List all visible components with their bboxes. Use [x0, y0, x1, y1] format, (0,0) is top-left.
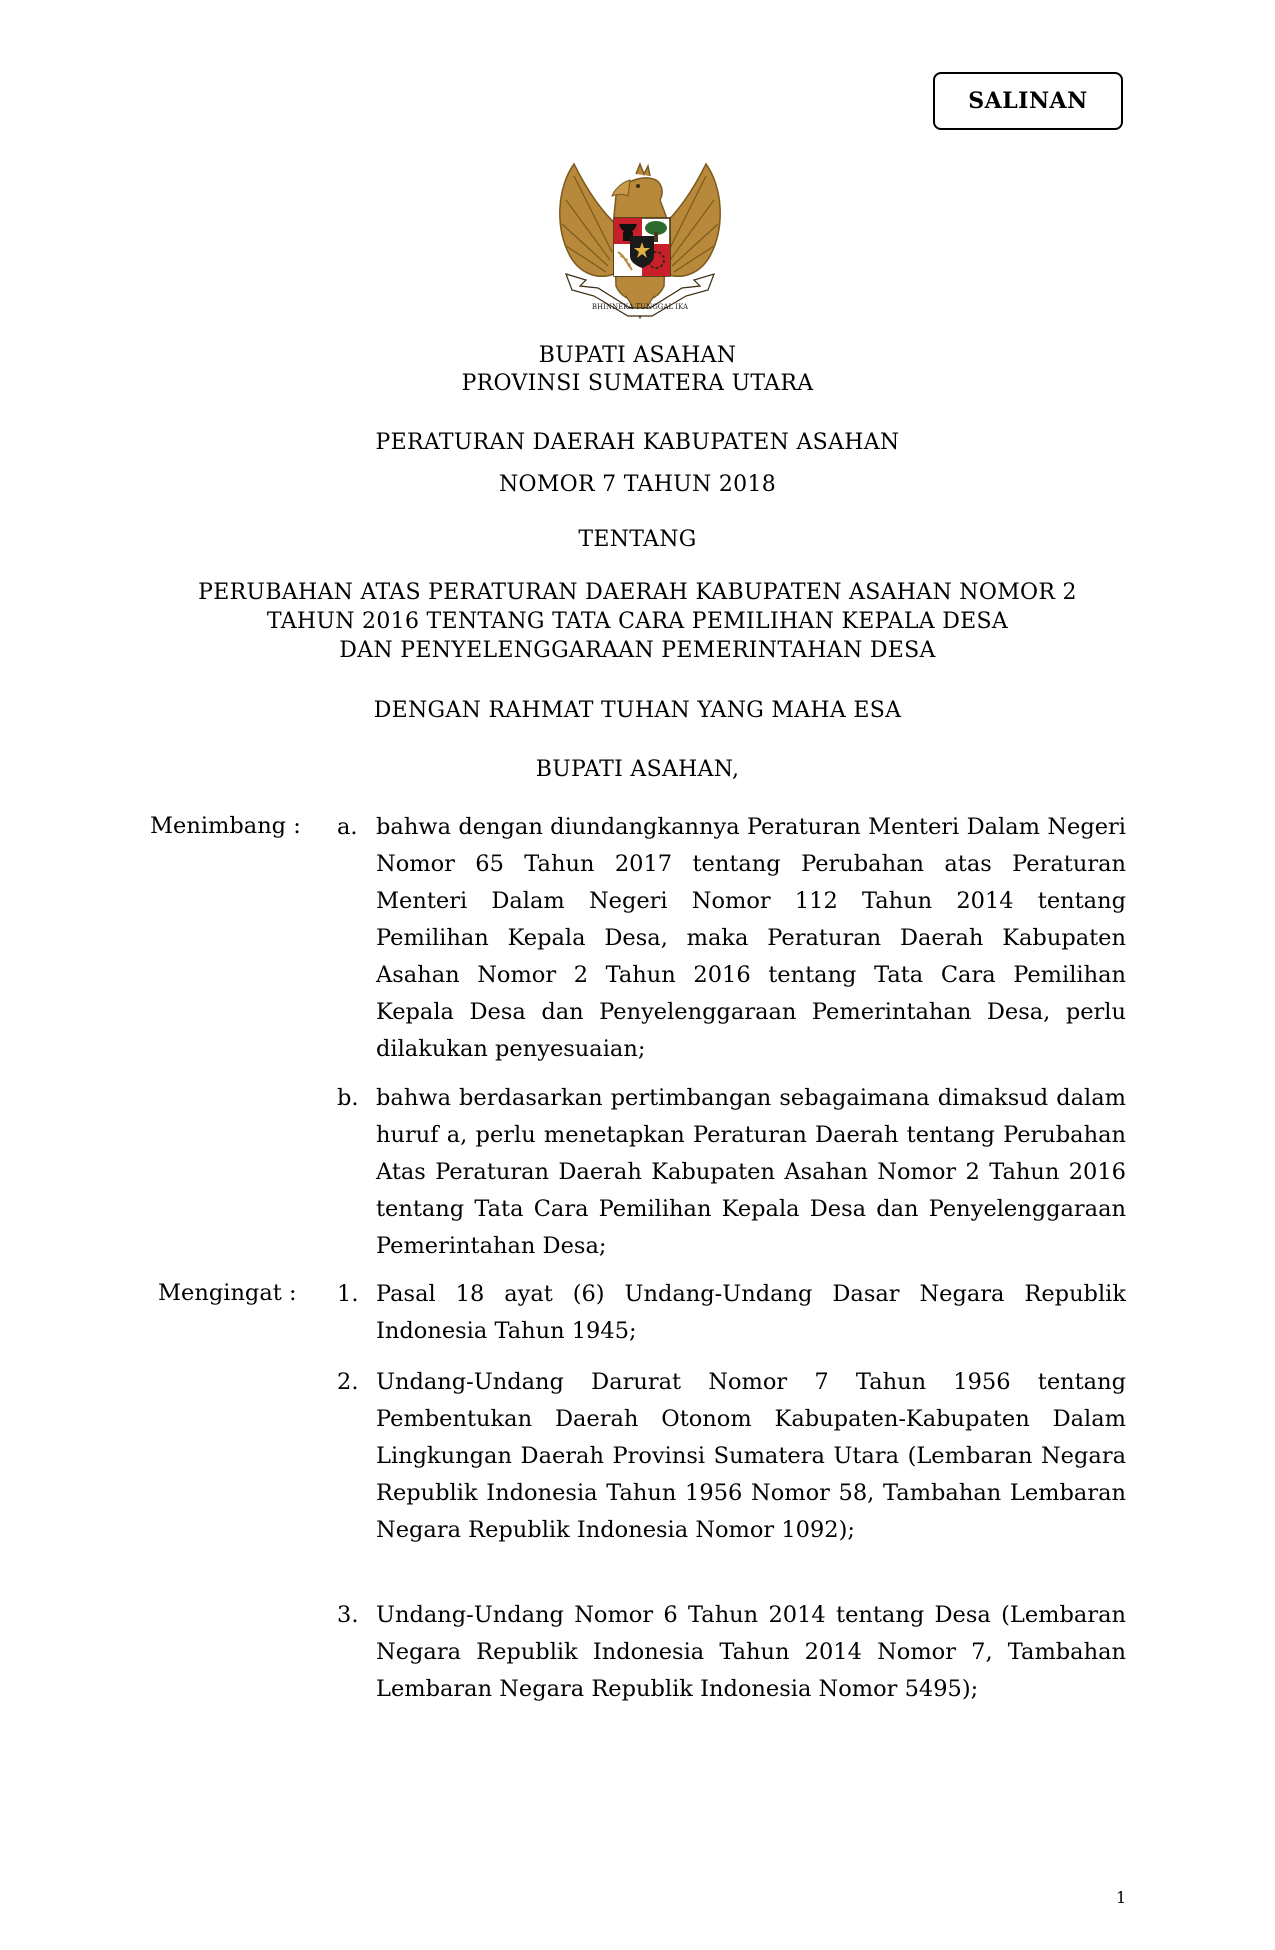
regulation-number: NOMOR 7 TAHUN 2018 — [498, 472, 777, 497]
mengingat-label: Mengingat : — [158, 1280, 297, 1306]
item-text: Pasal 18 ayat (6) Undang-Undang Dasar Negara Republik Indonesia Tahun 1945; — [376, 1281, 1126, 1344]
item-marker: 1. — [337, 1281, 359, 1307]
item-marker: b. — [337, 1085, 359, 1111]
subject-line-2: TAHUN 2016 TENTANG TATA CARA PEMILIHAN KEPALA DESA — [266, 609, 1009, 634]
salinan-label: SALINAN — [968, 88, 1088, 114]
item-text: bahwa berdasarkan pertimbangan sebagaimana dimaksud dalam huruf a, perlu menetapkan Peraturan Daerah tentang Perubahan Atas Peraturan Daerah Kabupaten Asahan Nomor 2 Tahun 2016 tentang Tata Cara Pemilihan Kepala Desa dan Penyelenggaraan Pemerintahan Desa; — [376, 1085, 1126, 1259]
garuda-emblem-icon — [552, 156, 728, 328]
item-text: Undang-Undang Darurat Nomor 7 Tahun 1956 tentang Pembentukan Daerah Otonom Kabupaten-Kabupaten Dalam Lingkungan Daerah Provinsi Sumatera Utara (Lembaran Negara Republik Indonesia Tahun 1956 Nomor 58, Tambahan Lembaran Negara Republik Indonesia Nomor 1092); — [376, 1369, 1126, 1543]
subject-line-3: DAN PENYELENGGARAAN PEMERINTAHAN DESA — [339, 638, 936, 663]
issuer-line-1: BUPATI ASAHAN — [538, 343, 737, 368]
subject-line-1: PERUBAHAN ATAS PERATURAN DAERAH KABUPATEN ASAHAN NOMOR 2 — [198, 580, 1077, 605]
signatory: BUPATI ASAHAN, — [535, 757, 740, 782]
regulation-title: PERATURAN DAERAH KABUPATEN ASAHAN — [375, 430, 900, 455]
item-marker: 3. — [337, 1602, 359, 1628]
item-marker: 2. — [337, 1369, 359, 1395]
salinan-stamp — [933, 72, 1123, 130]
item-text: bahwa dengan diundangkannya Peraturan Menteri Dalam Negeri Nomor 65 Tahun 2017 tentang Perubahan atas Peraturan Menteri Dalam Negeri Nomor 112 Tahun 2014 tentang Pemilihan Kepala Desa, maka Peraturan Daerah Kabupaten Asahan Nomor 2 Tahun 2016 tentang Tata Cara Pemilihan Kepala Desa dan Penyelenggaraan Pemerintahan Desa, perlu dilakukan penyesuaian; — [376, 814, 1126, 1062]
issuer-line-2: PROVINSI SUMATERA UTARA — [461, 371, 814, 396]
page-number: 1 — [1116, 1888, 1127, 1907]
invocation: DENGAN RAHMAT TUHAN YANG MAHA ESA — [373, 698, 902, 723]
menimbang-label: Menimbang : — [150, 813, 301, 839]
item-text: Undang-Undang Nomor 6 Tahun 2014 tentang Desa (Lembaran Negara Republik Indonesia Tahun 2014 Nomor 7, Tambahan Lembaran Negara Republik Indonesia Nomor 5495); — [376, 1602, 1126, 1702]
emblem-motto: BHINNEKA TUNGGAL IKA — [591, 303, 689, 311]
item-marker: a. — [337, 814, 358, 840]
about-heading: TENTANG — [578, 527, 697, 552]
